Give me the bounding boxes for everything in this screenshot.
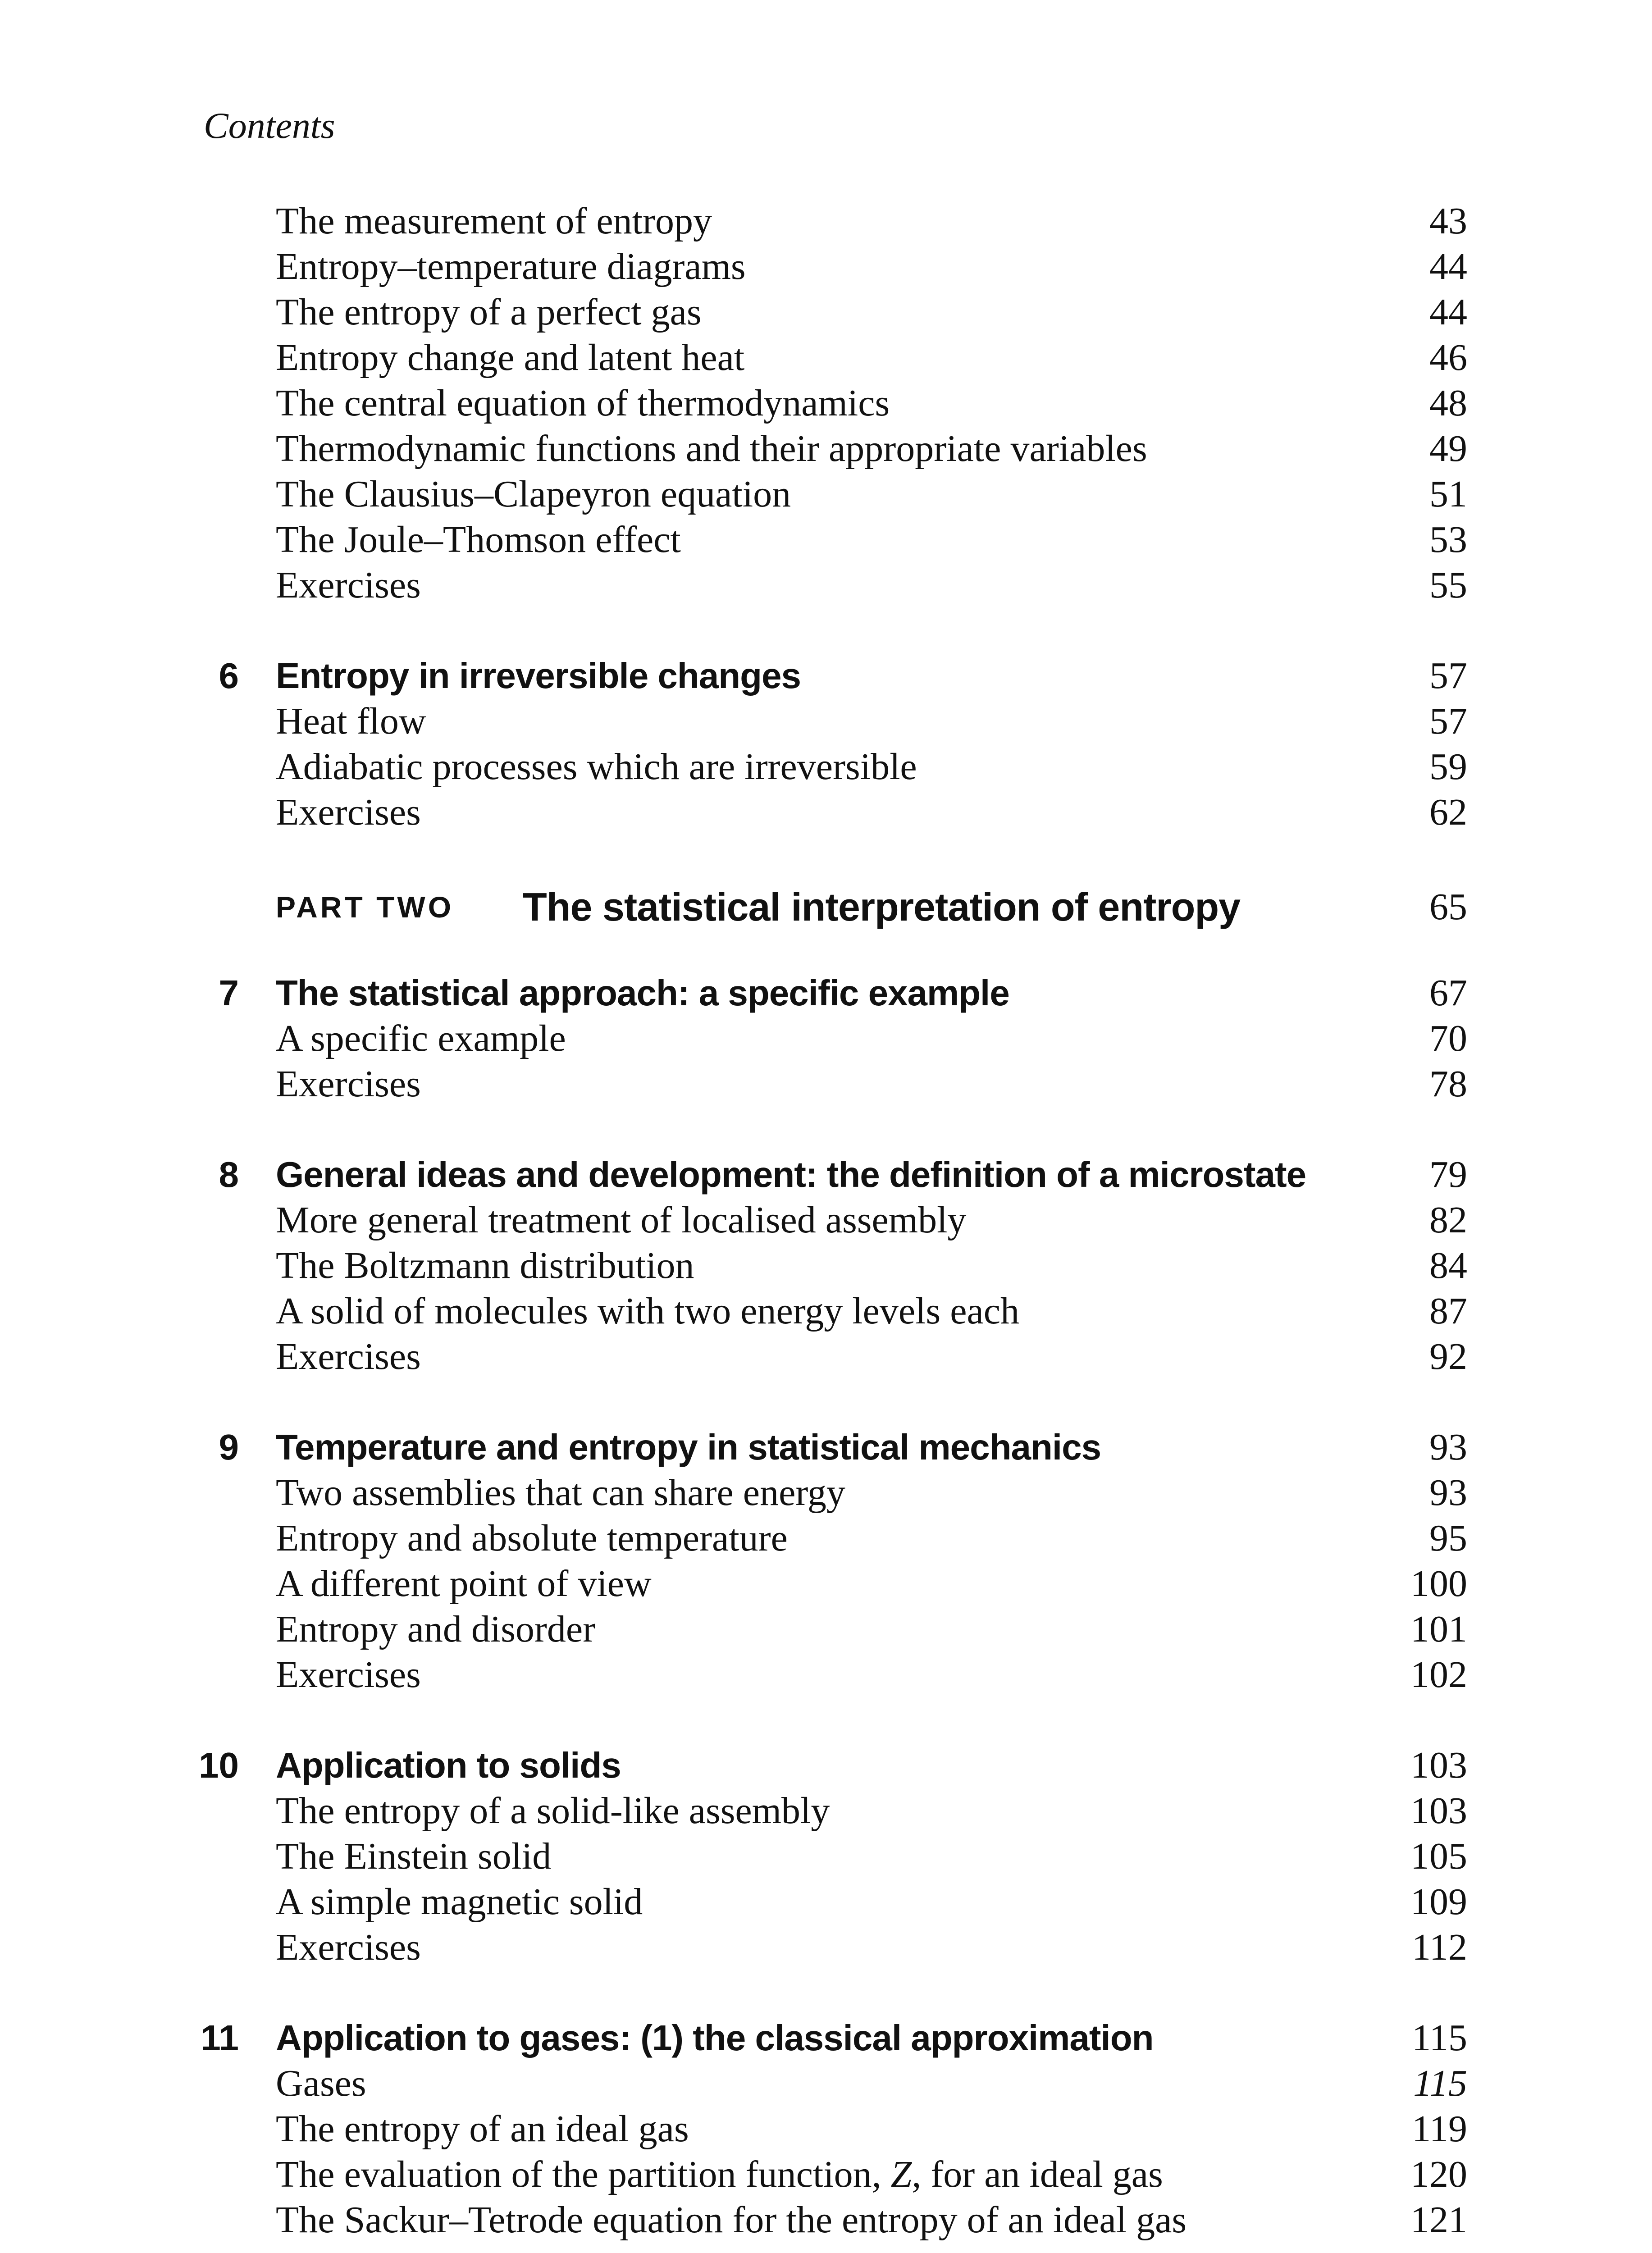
entry-page: 49 — [1429, 428, 1467, 470]
chapter-title: General ideas and development: the definition of a microstate — [276, 1154, 1306, 1195]
toc-entry — [0, 198, 1652, 244]
chapter-page: 67 — [1429, 972, 1467, 1014]
entry-title-part: The evaluation of the partition function, — [276, 2153, 891, 2195]
chapter-page: 79 — [1429, 1154, 1467, 1195]
entry-title: The entropy of an ideal gas — [276, 2108, 689, 2150]
entry-title: The measurement of entropy — [276, 200, 712, 242]
entry-page: 103 — [1410, 1790, 1467, 1832]
entry-title: The Sackur–Tetrode equation for the entropy of an ideal gas — [276, 2199, 1187, 2241]
chapter-heading — [0, 2015, 1652, 2061]
toc-entry — [0, 2106, 1652, 2152]
chapter-title: Application to gases: (1) the classical approximation — [276, 2018, 1154, 2058]
entry-title: Entropy and absolute temperature — [276, 1517, 788, 1559]
toc-entry — [0, 789, 1652, 835]
entry-page: 55 — [1429, 564, 1467, 606]
chapter-title: Application to solids — [276, 1745, 621, 1785]
entry-title: Exercises — [276, 1654, 421, 1696]
toc-entry — [0, 1788, 1652, 1833]
chapter-page: 115 — [1412, 2017, 1467, 2059]
entry-page: 105 — [1410, 1835, 1467, 1877]
toc-entry — [0, 698, 1652, 744]
running-head: Contents — [204, 105, 335, 146]
entry-title: Heat flow — [276, 700, 426, 742]
toc-entry — [0, 2061, 1652, 2106]
entry-page: 59 — [1429, 746, 1467, 788]
toc-entry — [0, 335, 1652, 380]
chapter-heading — [0, 1424, 1652, 1470]
chapter-number: 6 — [219, 656, 239, 696]
entry-page: 44 — [1429, 246, 1467, 287]
entry-page: 109 — [1410, 1881, 1467, 1923]
toc-entry — [0, 1243, 1652, 1288]
entry-title: A solid of molecules with two energy levels each — [276, 1290, 1020, 1332]
chapter-heading — [0, 970, 1652, 1016]
toc-entry — [0, 289, 1652, 335]
toc-entry — [0, 426, 1652, 471]
toc-entry — [0, 1016, 1652, 1061]
entry-title: More general treatment of localised assembly — [276, 1199, 967, 1241]
entry-page: 95 — [1429, 1517, 1467, 1559]
entry-title: A specific example — [276, 1017, 566, 1059]
entry-title: The Einstein solid — [276, 1835, 552, 1877]
toc-entry — [0, 2197, 1652, 2243]
entry-page: 82 — [1429, 1199, 1467, 1241]
entry-title: The entropy of a perfect gas — [276, 291, 702, 333]
entry-title: The central equation of thermodynamics — [276, 382, 890, 424]
toc-entry — [0, 1061, 1652, 1107]
entry-page: 115 — [1413, 2062, 1467, 2104]
entry-page: 44 — [1429, 291, 1467, 333]
entry-page: 92 — [1429, 1336, 1467, 1377]
toc-entry — [0, 380, 1652, 426]
toc-entry — [0, 1925, 1652, 1970]
entry-title: Exercises — [276, 564, 421, 606]
part-title: The statistical interpretation of entropy — [523, 885, 1241, 929]
chapter-page: 93 — [1429, 1426, 1467, 1468]
chapter-heading — [0, 1742, 1652, 1788]
entry-title: A simple magnetic solid — [276, 1881, 643, 1923]
part-heading — [0, 880, 1652, 934]
toc-entry — [0, 1197, 1652, 1243]
entry-title: Entropy–temperature diagrams — [276, 246, 746, 287]
toc-entry — [0, 1652, 1652, 1697]
entry-title: Entropy change and latent heat — [276, 337, 745, 379]
entry-page: 119 — [1412, 2108, 1467, 2150]
chapter-number: 7 — [219, 973, 239, 1013]
toc-entry — [0, 1334, 1652, 1379]
toc-entry — [0, 1561, 1652, 1606]
toc-entry — [0, 1606, 1652, 1652]
toc-entry — [0, 1879, 1652, 1925]
chapter-title: The statistical approach: a specific example — [276, 973, 1009, 1013]
entry-title-part: , for an ideal gas — [912, 2153, 1163, 2195]
toc-entry — [0, 244, 1652, 289]
chapter-number: 10 — [199, 1745, 239, 1785]
chapter-title: Entropy in irreversible changes — [276, 656, 801, 696]
chapter-number: 11 — [201, 2018, 239, 2058]
entry-page: 120 — [1410, 2153, 1467, 2195]
entry-page: 84 — [1429, 1245, 1467, 1286]
entry-title — [276, 2152, 1163, 2197]
toc-entry — [0, 562, 1652, 608]
toc-entry — [0, 1288, 1652, 1334]
entry-page: 100 — [1410, 1563, 1467, 1605]
toc-entry — [0, 1470, 1652, 1515]
entry-page: 78 — [1429, 1063, 1467, 1105]
entry-title: Exercises — [276, 1336, 421, 1377]
entry-page: 53 — [1429, 519, 1467, 561]
chapter-heading — [0, 1152, 1652, 1197]
entry-page: 51 — [1429, 473, 1467, 515]
toc-entry — [0, 744, 1652, 789]
part-page: 65 — [1429, 886, 1467, 928]
part-label: PART TWO — [276, 890, 454, 924]
toc-entry — [0, 1515, 1652, 1561]
toc-entry — [0, 517, 1652, 562]
entry-title: Exercises — [276, 1063, 421, 1105]
chapter-number: 8 — [219, 1154, 239, 1195]
entry-title: Adiabatic processes which are irreversible — [276, 746, 917, 788]
entry-title: The Boltzmann distribution — [276, 1245, 694, 1286]
entry-page: 101 — [1410, 1608, 1467, 1650]
entry-page: 121 — [1410, 2199, 1467, 2241]
entry-title: Exercises — [276, 791, 421, 833]
entry-page: 102 — [1410, 1654, 1467, 1696]
entry-page: 57 — [1429, 700, 1467, 742]
entry-title: A different point of view — [276, 1563, 652, 1605]
entry-title: Thermodynamic functions and their appropriate variables — [276, 428, 1147, 470]
entry-page: 112 — [1412, 1926, 1467, 1968]
entry-page: 87 — [1429, 1290, 1467, 1332]
chapter-page: 57 — [1429, 655, 1467, 697]
chapter-title: Temperature and entropy in statistical mechanics — [276, 1427, 1101, 1467]
chapter-number: 9 — [219, 1427, 239, 1467]
entry-title: Exercises — [276, 1926, 421, 1968]
entry-title: Gases — [276, 2062, 366, 2104]
entry-title: Two assemblies that can share energy — [276, 1472, 845, 1514]
toc-entry — [0, 471, 1652, 517]
entry-page: 93 — [1429, 1472, 1467, 1514]
entry-title: The Clausius–Clapeyron equation — [276, 473, 791, 515]
entry-title: The entropy of a solid-like assembly — [276, 1790, 830, 1832]
toc-entry — [0, 2152, 1652, 2197]
entry-title: The Joule–Thomson effect — [276, 519, 681, 561]
entry-page: 62 — [1429, 791, 1467, 833]
table-of-contents — [0, 198, 1652, 2243]
chapter-page: 103 — [1410, 1744, 1467, 1786]
entry-title: Entropy and disorder — [276, 1608, 596, 1650]
toc-entry — [0, 1833, 1652, 1879]
entry-page: 70 — [1429, 1017, 1467, 1059]
entry-page: 43 — [1429, 200, 1467, 242]
chapter-heading — [0, 653, 1652, 698]
entry-page: 46 — [1429, 337, 1467, 379]
entry-page: 48 — [1429, 382, 1467, 424]
partition-function-symbol: Z — [890, 2153, 912, 2195]
